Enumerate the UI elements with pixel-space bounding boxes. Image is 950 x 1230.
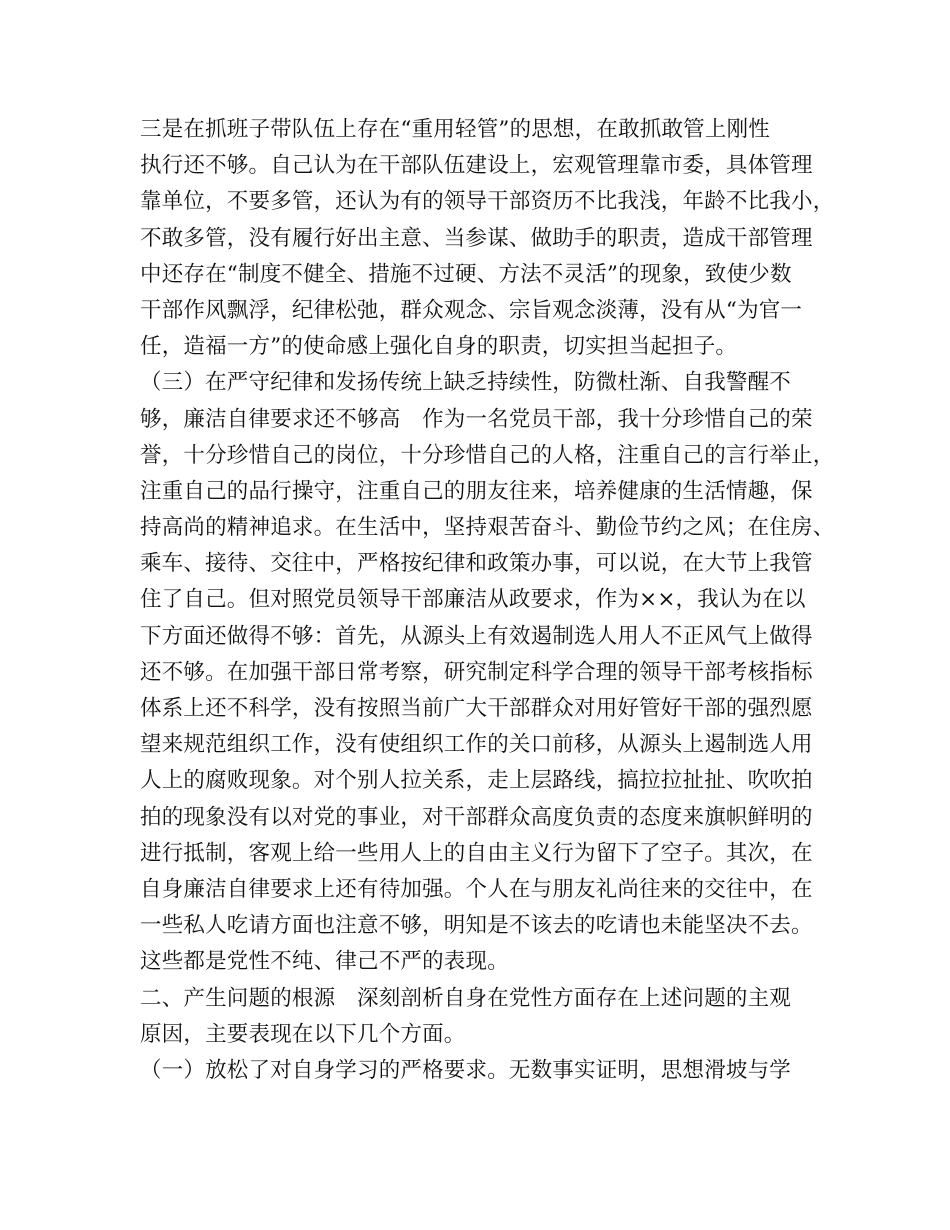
text-line: 还不够。在加强干部日常考察，研究制定科学合理的领导干部考核指标 bbox=[140, 659, 813, 685]
text-line: 靠单位，不要多管，还认为有的领导干部资历不比我浅，年龄不比我小， bbox=[140, 189, 835, 215]
text-line: 一些私人吃请方面也注意不够，明知是不该去的吃请也未能坚决不去。 bbox=[140, 913, 813, 939]
text-line: 自身廉洁自律要求上还有待加强。个人在与朋友礼尚往来的交往中，在 bbox=[140, 876, 813, 902]
text-line: 进行抵制，客观上给一些用人上的自由主义行为留下了空子。其次，在 bbox=[140, 840, 813, 866]
text-line: 这些都是党性不纯、律己不严的表现。 bbox=[140, 949, 509, 975]
text-line: 誉，十分珍惜自己的岗位，十分珍惜自己的人格，注重自己的言行举止， bbox=[140, 442, 835, 468]
text-line: 中还存在“制度不健全、措施不过硬、方法不灵活”的现象，致使少数 bbox=[140, 261, 792, 287]
text-line: 持高尚的精神追求。在生活中，坚持艰苦奋斗、勤俭节约之风；在住房、 bbox=[140, 515, 835, 541]
text-line: 任，造福一方”的使命感上强化自身的职责，切实担当起担子。 bbox=[140, 334, 738, 360]
text-line: 注重自己的品行操守，注重自己的朋友往来，培养健康的生活情趣，保 bbox=[140, 478, 813, 504]
text-line: 拍的现象没有以对党的事业，对干部群众高度负责的态度来旗帜鲜明的 bbox=[140, 804, 813, 830]
text-line: 够，廉洁自律要求还不够高 作为一名党员干部，我十分珍惜自己的荣 bbox=[140, 406, 813, 432]
text-line: 下方面还做得不够：首先，从源头上有效遏制选人用人不正风气上做得 bbox=[140, 623, 813, 649]
text-line: 三是在抓班子带队伍上存在“重用轻管”的思想，在敢抓敢管上刚性 bbox=[140, 117, 770, 142]
text-line: 原因，主要表现在以下几个方面。 bbox=[140, 1021, 466, 1047]
text-line: 望来规范组织工作，没有使组织工作的关口前移，从源头上遏制选人用 bbox=[140, 732, 813, 758]
text-line: （一）放松了对自身学习的严格要求。无数事实证明，思想滑坡与学 bbox=[140, 1057, 792, 1083]
text-line: 体系上还不科学，没有按照当前广大干部群众对用好管好干部的强烈愿 bbox=[140, 696, 813, 721]
text-line: 乘车、接待、交往中，严格按纪律和政策办事，可以说，在大节上我管 bbox=[140, 551, 813, 577]
text-line: （三）在严守纪律和发扬传统上缺乏持续性，防微杜渐、自我警醒不 bbox=[140, 370, 792, 396]
text-line: 住了自己。但对照党员领导干部廉洁从政要求，作为××，我认为在以 bbox=[140, 587, 806, 613]
text-line: 执行还不够。自己认为在干部队伍建设上，宏观管理靠市委，具体管理 bbox=[140, 153, 813, 179]
document-body bbox=[140, 112, 835, 1089]
text-line: 干部作风飘浮，纪律松弛，群众观念、宗旨观念淡薄，没有从“为官一 bbox=[140, 297, 803, 323]
text-line: 人上的腐败现象。对个别人拉关系，走上层路线，搞拉拉扯扯、吹吹拍 bbox=[140, 768, 813, 794]
text-line: 二、产生问题的根源 深刻剖析自身在党性方面存在上述问题的主观 bbox=[140, 985, 792, 1011]
text-line: 不敢多管，没有履行好出主意、当参谋、做助手的职责，造成干部管理 bbox=[140, 225, 813, 251]
